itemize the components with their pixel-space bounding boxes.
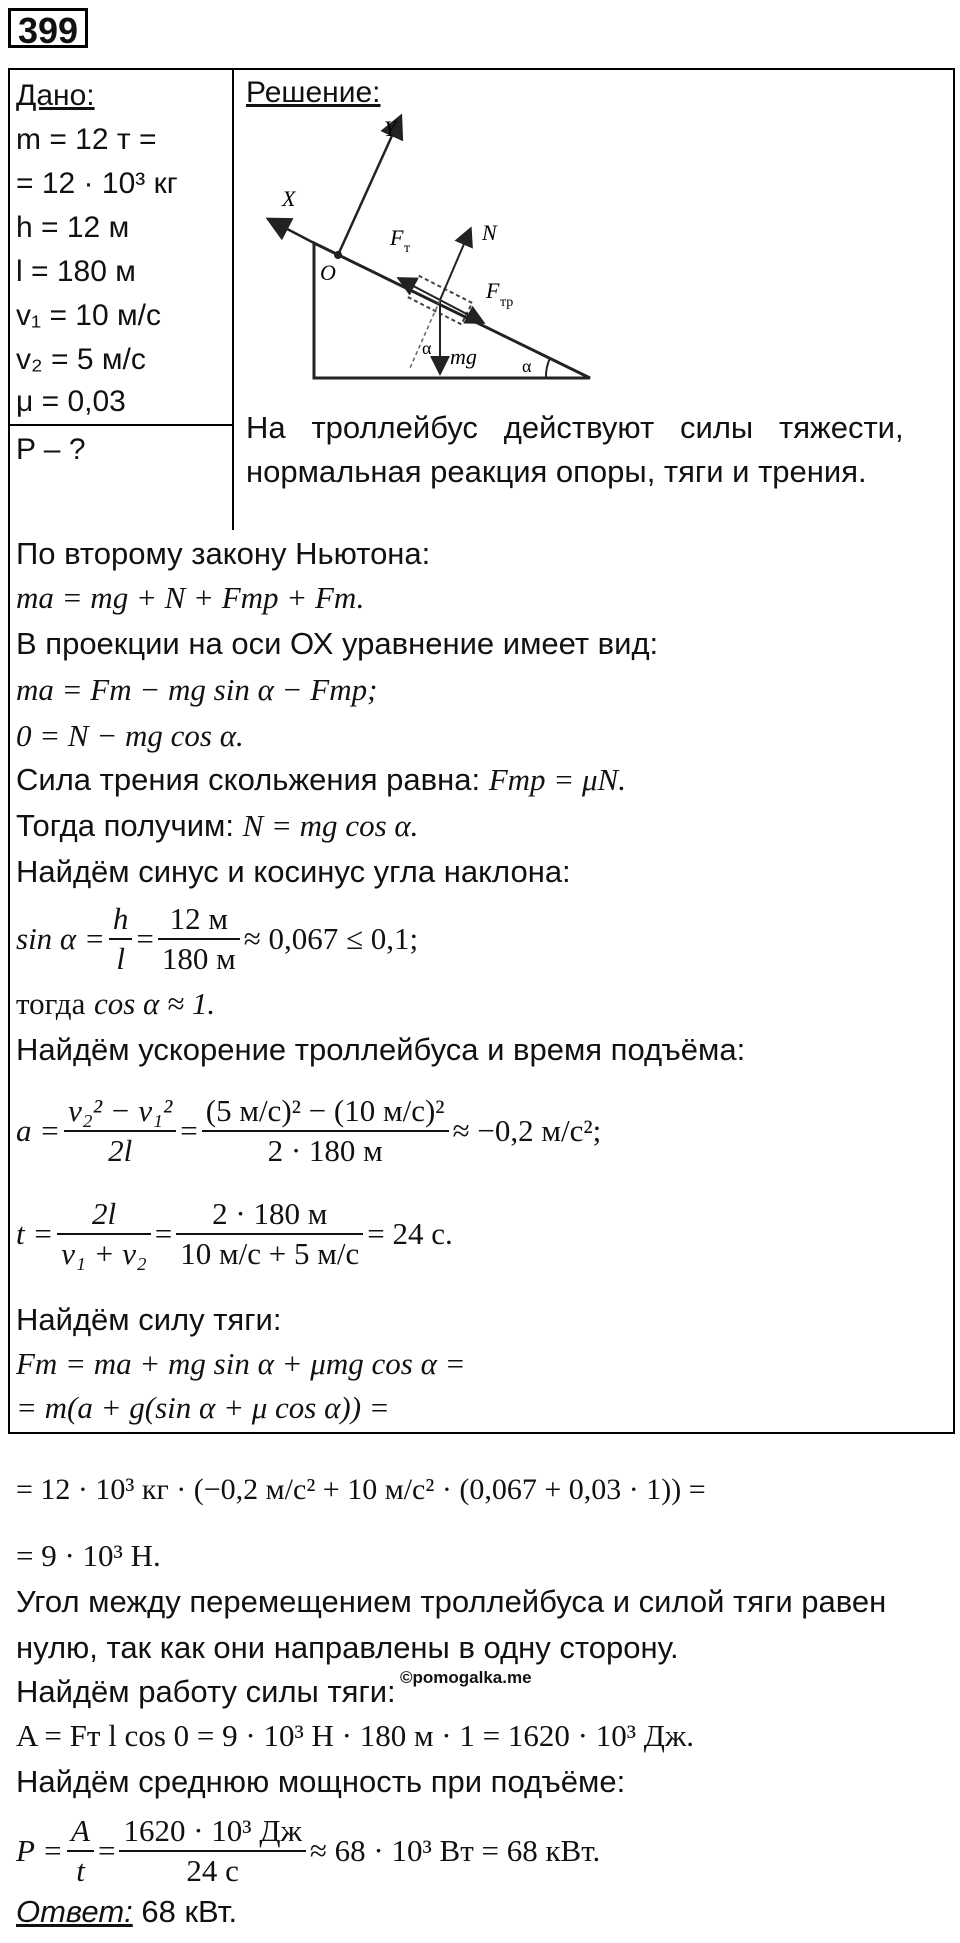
friction-force-label: F xyxy=(486,278,500,303)
given-header: Дано: xyxy=(16,79,95,112)
angle-label-force: α xyxy=(422,338,432,358)
origin-label: O xyxy=(320,260,336,285)
then-text: Тогда получим: xyxy=(16,808,234,843)
friction-force-arrow xyxy=(440,300,482,322)
find-divider xyxy=(8,424,234,426)
origin-point xyxy=(334,251,342,259)
given-line: μ = 0,03 xyxy=(16,385,126,418)
page-break-line xyxy=(8,1432,955,1434)
formula-work: A = Fт l cos 0 = 9 · 10³ Н · 180 м · 1 = 1620 · 10³ Дж. xyxy=(16,1718,695,1753)
intro-line-1: На троллейбус действуют силы тяжести, xyxy=(246,410,904,445)
sincos-text: Найдём синус и косинус угла наклона: xyxy=(16,854,571,889)
given-column-divider xyxy=(232,68,234,530)
solution-header: Решение: xyxy=(246,76,381,109)
formula-normal: N = mg cos α. xyxy=(242,808,419,843)
given-line: h = 12 м xyxy=(16,211,130,244)
given-line: = 12 · 10³ кг xyxy=(16,167,178,200)
x-axis-label: X xyxy=(282,186,296,211)
formula-cos: cos α ≈ 1. xyxy=(93,986,216,1021)
formula-acceleration: a = $\frac{\text{v₂² − v₁²}}{2l}$ = $\frac{\text{(5 м/с)² − (10 м/с)²}}{2 \cdot 180 м}$ ≈ −0,2 м/с²; xyxy=(16,1093,602,1168)
intro-line-2: нормальная реакция опоры, тяги и трения. xyxy=(246,454,867,489)
given-line: m = 12 т = xyxy=(16,123,157,156)
angle-text-1: Угол между перемещением троллейбуса и силой тяги равен xyxy=(16,1584,887,1619)
formula-newton: ma = mg + N + Fтр + Fт. xyxy=(16,580,365,615)
x-axis-arrow xyxy=(270,220,314,243)
formula-sin: sin α = $\frac{h}{l}$ = $\frac{12 м}{180 м}$ ≈ 0,067 ≤ 0,1; xyxy=(16,901,419,976)
find-label: P – ? xyxy=(16,433,86,466)
given-line: v₁ = 10 м/с xyxy=(16,299,161,332)
formula-traction-2: = m(a + g(sin α + μ cos α)) = xyxy=(16,1390,390,1425)
gravity-label: mg xyxy=(450,344,477,369)
traction-force-sub: т xyxy=(404,241,411,256)
y-axis-label: Y xyxy=(384,116,397,141)
traction-text: Найдём силу тяги: xyxy=(16,1302,282,1337)
power-text: Найдём среднюю мощность при подъёме: xyxy=(16,1764,626,1799)
angle-text-2: нулю, так как они направлены в одну сторону. xyxy=(16,1630,679,1665)
table-right-border xyxy=(953,68,955,1434)
normal-force-label: N xyxy=(482,220,497,245)
formula-traction-3: = 12 · 10³ кг · (−0,2 м/с² + 10 м/с² · (0,067 + 0,03 · 1)) = xyxy=(16,1473,706,1506)
table-top-border xyxy=(8,68,955,70)
given-line: l = 180 м xyxy=(16,255,136,288)
answer-label: Ответ: xyxy=(16,1894,133,1929)
given-line: v₂ = 5 м/с xyxy=(16,343,146,376)
formula-ox: ma = Fт − mg sin α − Fтр; xyxy=(16,672,378,707)
normal-force-arrow xyxy=(440,230,470,300)
then-cos-text: тогда xyxy=(16,986,86,1021)
formula-traction-result: = 9 · 10³ Н. xyxy=(16,1538,161,1573)
work-text: Найдём работу силы тяги: xyxy=(16,1674,396,1709)
formula-traction-1: Fт = ma + mg sin α + μmg cos α = xyxy=(16,1346,466,1381)
angle-label-base: α xyxy=(522,356,532,376)
formula-time: t = $\frac{2l}{\text{v₁ + v₂}}$ = $\frac{2 \cdot 180 м}{10 м/с + 5 м/с}$ = 24 с. xyxy=(16,1196,453,1271)
incline-diagram xyxy=(260,110,610,390)
problem-number: 399 xyxy=(8,8,88,48)
table-left-border xyxy=(8,68,10,1434)
formula-power: P = $\frac{A}{t}$ = $\frac{\text{1620 · 10³ Дж}}{24 с}$ ≈ 68 · 10³ Вт = 68 кВт. xyxy=(16,1813,601,1888)
accel-text: Найдём ускорение троллейбуса и время подъёма: xyxy=(16,1032,746,1067)
friction-force-sub: тр xyxy=(500,295,514,310)
traction-force-label: F xyxy=(390,225,404,250)
answer-value: 68 кВт. xyxy=(132,1894,238,1929)
formula-oy: 0 = N − mg cos α. xyxy=(16,718,244,753)
watermark: ©pomogalka.me xyxy=(400,1668,532,1687)
angle-arc xyxy=(546,358,550,378)
projection-text: В проекции на оси ОХ уравнение имеет вид: xyxy=(16,626,659,661)
friction-text: Сила трения скольжения равна: xyxy=(16,762,481,797)
newton-text: По второму закону Ньютона: xyxy=(16,536,431,571)
formula-friction: Fтр = μN. xyxy=(488,762,626,797)
